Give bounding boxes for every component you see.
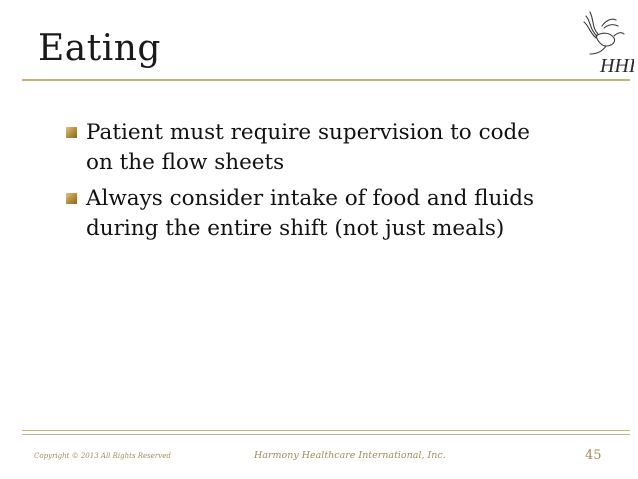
bullet-list bbox=[66, 118, 546, 250]
footer-divider bbox=[22, 430, 630, 431]
footer-copyright: Copyright © 2013 All Rights Reserved bbox=[34, 452, 171, 460]
svg-text:HHI: HHI bbox=[600, 55, 634, 76]
company-logo bbox=[576, 6, 634, 76]
bullet-marker-icon bbox=[66, 193, 77, 204]
bullet-text: Always consider intake of food and fluids during the entire shift (not just meals) bbox=[86, 186, 535, 241]
dove-icon bbox=[576, 6, 634, 76]
footer-divider-secondary bbox=[22, 434, 630, 435]
title-divider bbox=[22, 79, 630, 81]
bullet-item bbox=[66, 184, 546, 244]
footer-company: Harmony Healthcare International, Inc. bbox=[254, 450, 446, 461]
bullet-text: Patient must require supervision to code on the flow sheets bbox=[86, 120, 531, 175]
bullet-item bbox=[66, 118, 546, 178]
page-number: 45 bbox=[585, 448, 602, 463]
bullet-marker-icon bbox=[66, 127, 77, 138]
slide-title: Eating bbox=[38, 28, 161, 69]
